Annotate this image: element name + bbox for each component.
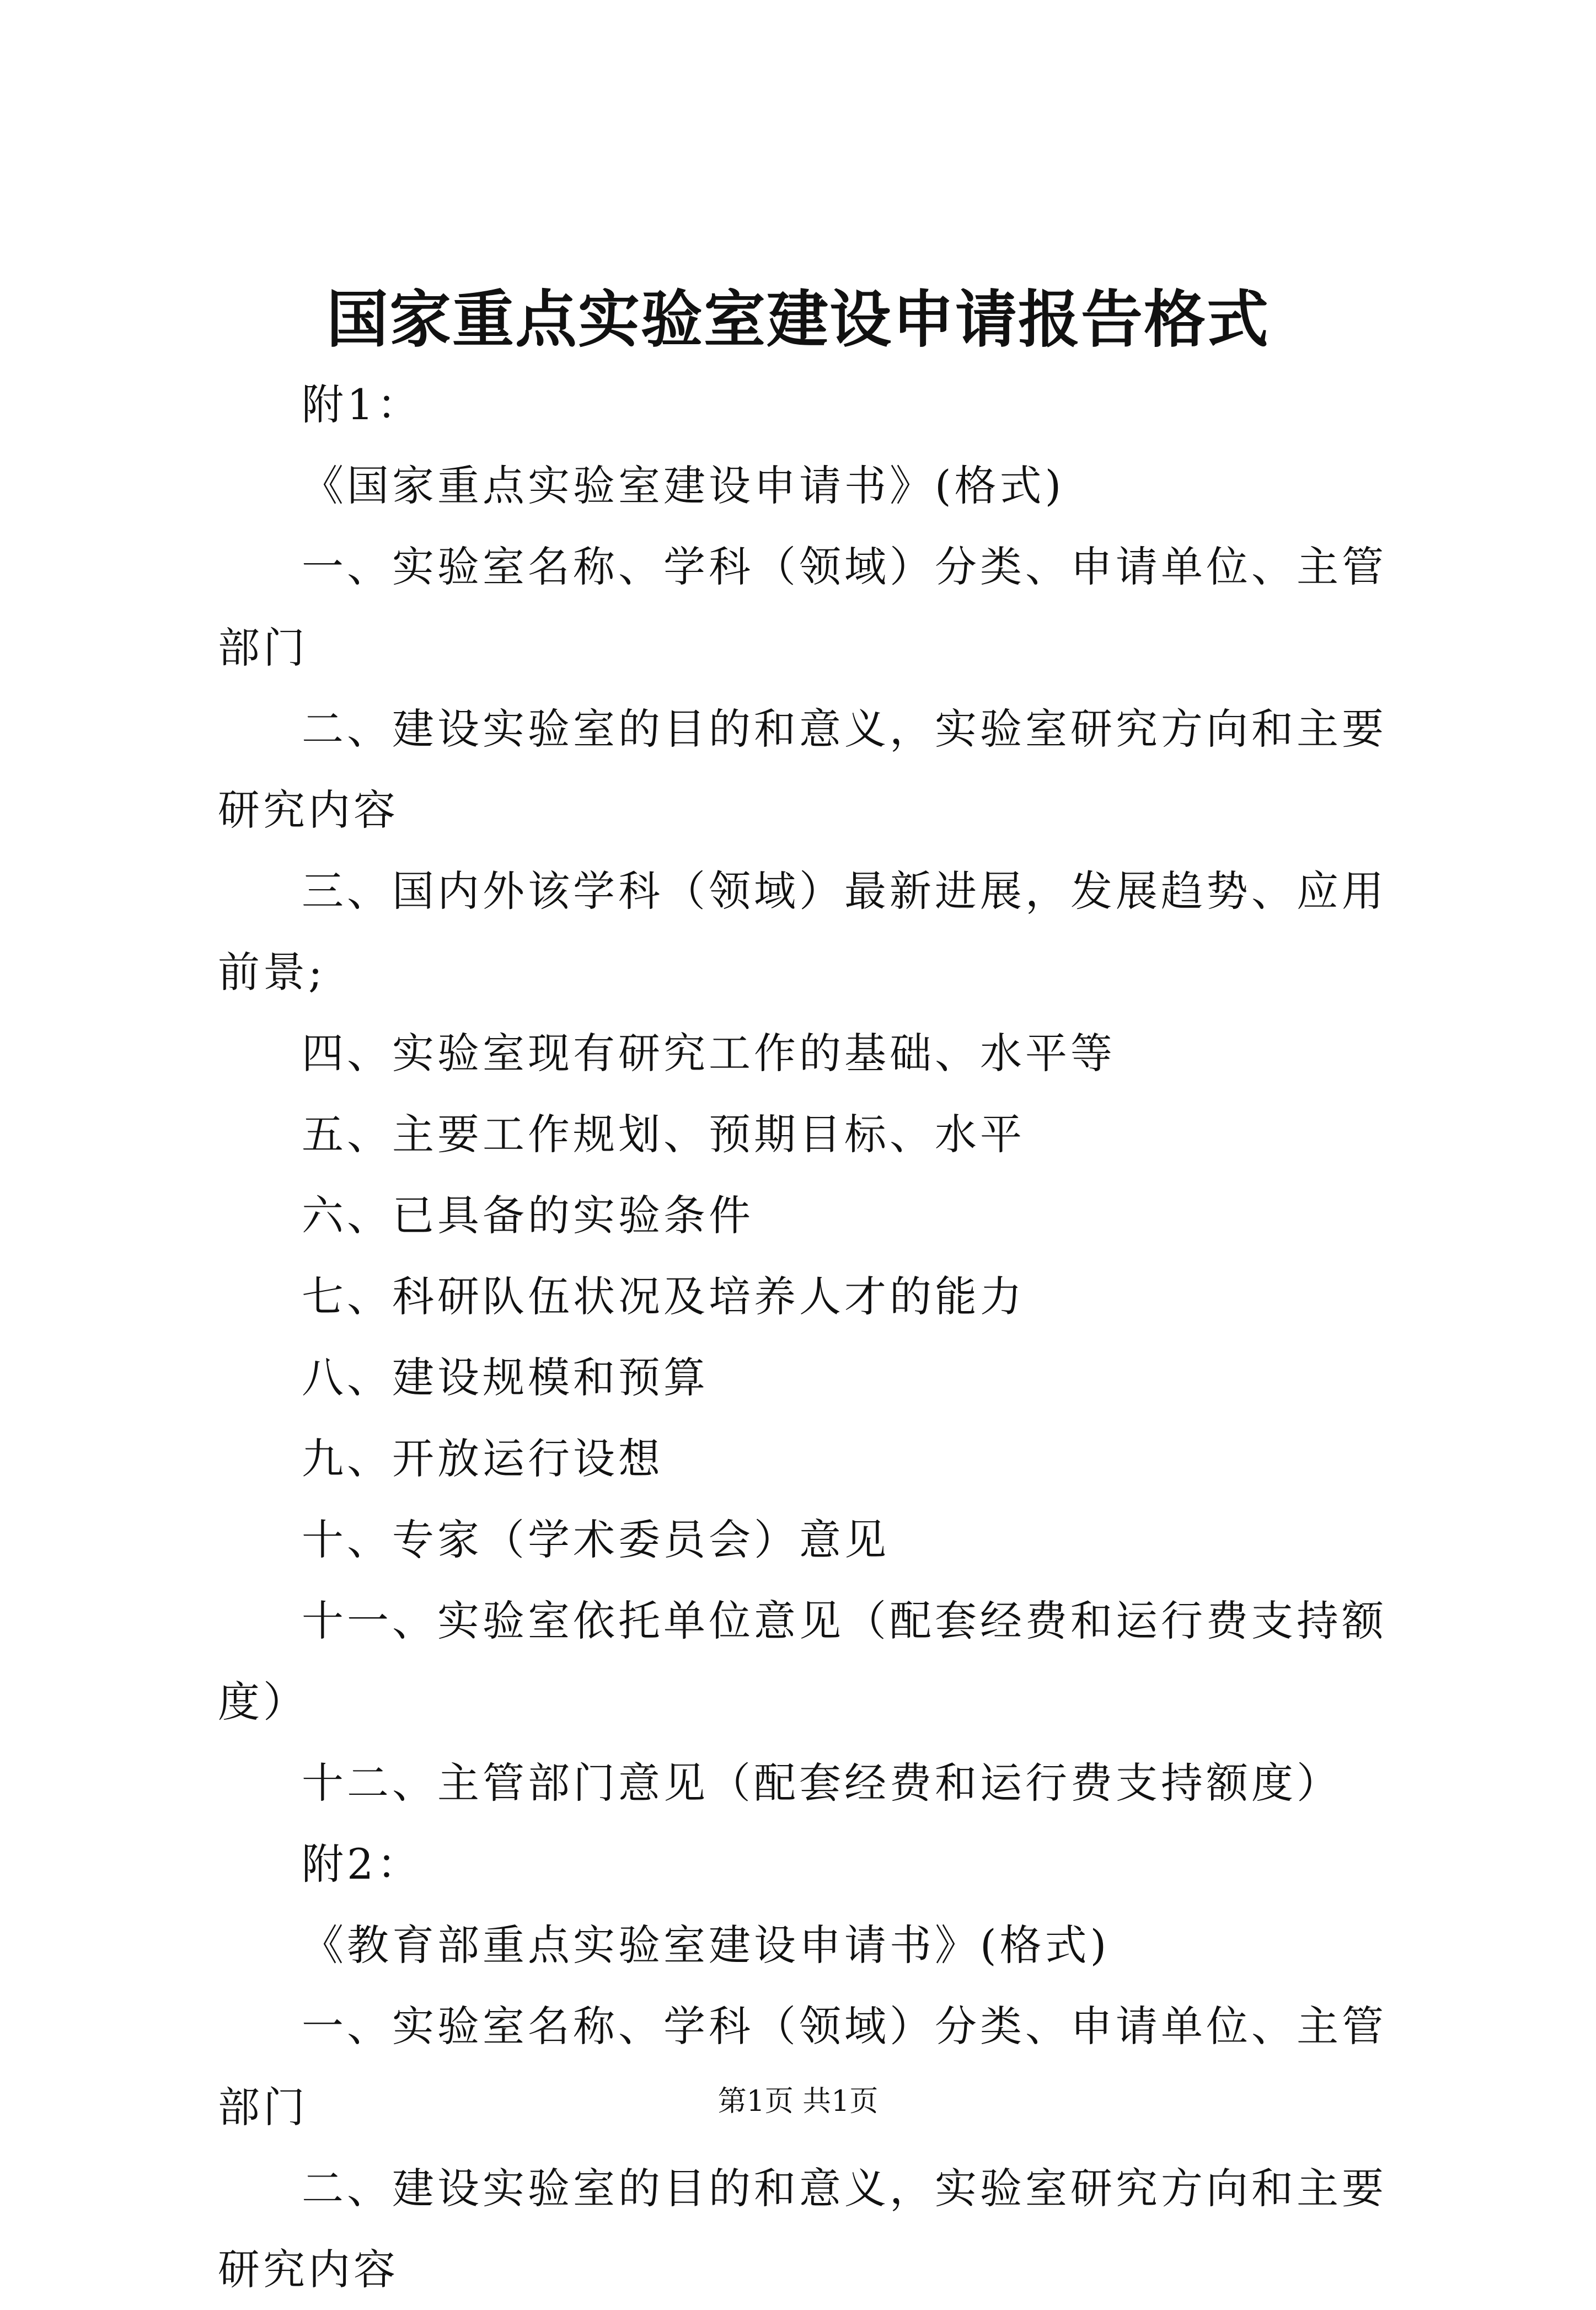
page-title: 国家重点实验室建设申请报告格式 (326, 284, 1270, 356)
paragraph-item-1: 一、实验室名称、学科（领域）分类、申请单位、主管部门 (218, 542, 1387, 672)
paragraph-national-form-title: 《国家重点实验室建设申请书》(格式) (302, 461, 1065, 510)
paragraph-moe-item-1: 一、实验室名称、学科（领域）分类、申请单位、主管部门 (218, 2002, 1387, 2132)
paragraph-item-2: 二、建设实验室的目的和意义，实验室研究方向和主要研究内容 (218, 704, 1387, 835)
paragraph-item-5: 五、主要工作规划、预期目标、水平 (302, 1110, 1025, 1159)
paragraph-moe-item-2: 二、建设实验室的目的和意义，实验室研究方向和主要研究内容 (218, 2164, 1387, 2294)
page-footer: 第1页 共1页 (717, 2085, 879, 2118)
paragraph-item-10: 十、专家（学术委员会）意见 (302, 1515, 890, 1564)
paragraph-item-8: 八、建设规模和预算 (302, 1353, 709, 1402)
paragraph-item-3: 三、国内外该学科（领域）最新进展，发展趋势、应用前景; (218, 867, 1387, 997)
paragraph-item-4: 四、实验室现有研究工作的基础、水平等 (302, 1029, 1116, 1078)
paragraph-item-7: 七、科研队伍状况及培养人才的能力 (302, 1272, 1025, 1321)
paragraph-item-12: 十二、主管部门意见（配套经费和运行费支持额度） (302, 1758, 1342, 1808)
paragraph-appendix-2: 附2： (302, 1840, 422, 1889)
paragraph-item-9: 九、开放运行设想 (302, 1434, 663, 1483)
document-body (218, 364, 1409, 2310)
paragraph-moe-form-title: 《教育部重点实验室建设申请书》(格式) (302, 1921, 1110, 1970)
paragraph-item-6: 六、已具备的实验条件 (302, 1191, 754, 1240)
paragraph-item-11: 十一、实验室依托单位意见（配套经费和运行费支持额度） (218, 1596, 1387, 1726)
paragraph-appendix-1: 附1： (302, 380, 422, 429)
